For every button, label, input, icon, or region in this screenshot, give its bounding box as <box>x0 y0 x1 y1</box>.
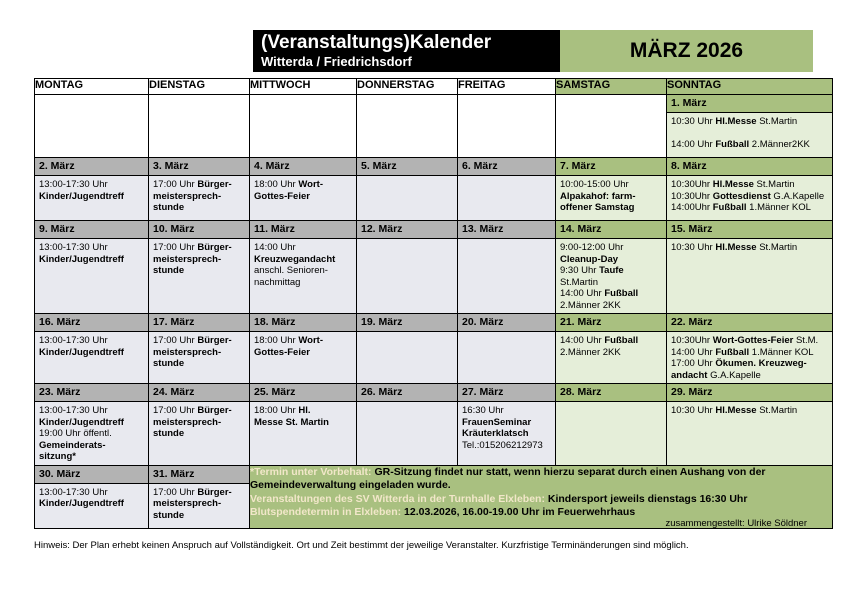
weekday-header-dienstag: DIENSTAG <box>149 79 250 95</box>
day-cell <box>149 158 250 221</box>
week-row <box>35 95 833 158</box>
event-line: meistersprech- <box>153 498 222 509</box>
event-line: stunde <box>153 428 185 439</box>
day-events <box>149 402 249 442</box>
day-number: 4. März <box>250 158 356 176</box>
day-number: 3. März <box>149 158 249 176</box>
event-line: 17:00 Uhr Bürger- <box>153 335 232 346</box>
day-cell-empty <box>458 95 556 158</box>
day-cell-empty <box>250 95 357 158</box>
day-cell <box>357 221 458 314</box>
day-events <box>458 332 555 337</box>
day-cell <box>35 314 149 384</box>
day-cell-empty <box>357 95 458 158</box>
day-number: 19. März <box>357 314 457 332</box>
day-events <box>250 176 356 204</box>
event-line: Kinder/Jugendtreff <box>39 346 124 358</box>
event-line: Kinder/Jugendtreff <box>39 416 124 428</box>
event-line: Kinder/Jugendtreff <box>39 253 124 265</box>
event-line: 17:00 Uhr Ökumen. Kreuzweg- <box>671 358 807 369</box>
event-line: sitzung* <box>39 451 76 462</box>
event-line: 9:30 Uhr Taufe <box>560 265 624 276</box>
weekday-header-samstag: SAMSTAG <box>556 79 667 95</box>
day-number: 28. März <box>556 384 666 402</box>
day-cell-empty <box>35 95 149 158</box>
day-number: 20. März <box>458 314 555 332</box>
day-cell <box>35 221 149 314</box>
day-events <box>667 239 832 256</box>
day-events <box>667 176 832 216</box>
event-line: 13:00-17:30 Uhr <box>39 335 108 346</box>
day-events <box>458 176 555 181</box>
day-number: 25. März <box>250 384 356 402</box>
day-number: 5. März <box>357 158 457 176</box>
event-line: Cleanup-Day <box>560 253 619 265</box>
day-cell <box>667 384 833 466</box>
day-cell <box>250 221 357 314</box>
event-line: 14:00 Uhr Fußball 2.Männer2KK <box>671 139 810 150</box>
day-events <box>556 332 666 360</box>
day-cell <box>250 314 357 384</box>
day-cell <box>667 221 833 314</box>
weekday-header-mittwoch: MITTWOCH <box>250 79 357 95</box>
event-line: 14:00 Uhr Fußball <box>560 288 639 299</box>
day-cell <box>667 95 833 158</box>
day-events <box>556 176 666 216</box>
day-number: 6. März <box>458 158 555 176</box>
day-cell <box>458 158 556 221</box>
day-cell <box>667 158 833 221</box>
day-number: 14. März <box>556 221 666 239</box>
day-number: 16. März <box>35 314 148 332</box>
weekday-header-donnerstag: DONNERSTAG <box>357 79 458 95</box>
day-events <box>357 402 457 407</box>
event-line: 9:00-12:00 Uhr <box>560 242 624 253</box>
event-line: 10:30 Uhr Hl.Messe St.Martin <box>671 405 798 416</box>
day-events <box>458 402 555 453</box>
event-line: 17:00 Uhr Bürger- <box>153 405 232 416</box>
event-line: Alpakahof: farm- <box>560 190 636 202</box>
event-line: 18:00 Uhr Wort- <box>254 179 323 190</box>
day-number: 1. März <box>667 95 832 113</box>
day-events <box>667 332 832 383</box>
event-line: 10:00-15:00 Uhr <box>560 179 629 190</box>
disclaimer-note: Hinweis: Der Plan erhebt keinen Anspruch auf Vollständigkeit. Ort und Zeit bestimmt der jeweilige Veranstalter. Kurzfristige Terminänderungen sind möglich. <box>34 540 689 551</box>
day-number: 15. März <box>667 221 832 239</box>
day-events <box>357 176 457 181</box>
event-line: andacht G.A.Kapelle <box>671 369 761 381</box>
event-line: 17:00 Uhr Bürger- <box>153 242 232 253</box>
event-line: offener Samstag <box>560 202 635 213</box>
day-events <box>35 332 148 360</box>
day-cell <box>556 221 667 314</box>
event-line: Messe St. Martin <box>254 416 329 428</box>
day-events <box>667 402 832 419</box>
event-line: 10:30Uhr Wort-Gottes-Feier St.M. <box>671 335 819 346</box>
event-line: 18:00 Uhr Wort- <box>254 335 323 346</box>
day-cell <box>149 314 250 384</box>
event-line: Gottes-Feier <box>254 190 310 202</box>
footnote-line: *Termin unter Vorbehalt: GR-Sitzung findet nur statt, wenn hierzu separat durch einen Aushang von der <box>250 465 766 478</box>
event-line: Gemeinderats- <box>39 439 106 451</box>
event-line: meistersprech- <box>153 416 222 428</box>
day-events <box>149 239 249 279</box>
event-line: nachmittag <box>254 276 301 288</box>
event-line: meistersprech- <box>153 253 222 265</box>
event-line: FrauenSeminar <box>462 416 532 428</box>
event-line: 10:30 Uhr Hl.Messe St.Martin <box>671 242 798 253</box>
event-line: 10:30Uhr Gottesdienst G.A.Kapelle <box>671 190 825 202</box>
event-line: stunde <box>153 265 185 276</box>
event-line: Gottes-Feier <box>254 346 310 358</box>
footnote-line: Blutspendetermin in Elxleben: 12.03.2026, 16.00-19.00 Uhr im Feuerwehrhaus <box>250 506 636 518</box>
day-cell-empty <box>556 95 667 158</box>
event-line: 13:00-17:30 Uhr <box>39 486 108 498</box>
day-events <box>149 484 249 524</box>
page-subtitle: Witterda / Friedrichsdorf <box>261 54 412 69</box>
day-events <box>250 402 356 430</box>
day-events <box>556 239 666 313</box>
day-number: 23. März <box>35 384 148 402</box>
day-cell <box>556 384 667 466</box>
day-cell <box>357 314 458 384</box>
calendar-table <box>34 78 833 529</box>
credit-line: zusammengestellt: Ulrike Söldner <box>665 518 807 529</box>
event-line: St.Martin <box>560 276 599 288</box>
day-number: 11. März <box>250 221 356 239</box>
day-number: 21. März <box>556 314 666 332</box>
week-row <box>35 221 833 314</box>
day-number: 2. März <box>35 158 148 176</box>
day-number: 27. März <box>458 384 555 402</box>
day-events <box>357 239 457 244</box>
day-cell <box>35 465 149 528</box>
day-number: 8. März <box>667 158 832 176</box>
event-line: 14:00 Uhr Fußball <box>560 335 639 346</box>
day-events <box>250 332 356 360</box>
day-events <box>458 239 555 244</box>
event-line: 14:00 Uhr <box>254 242 296 253</box>
day-events <box>250 239 356 290</box>
day-number: 17. März <box>149 314 249 332</box>
day-events <box>667 113 832 153</box>
event-line: meistersprech- <box>153 190 222 202</box>
weekday-header-freitag: FREITAG <box>458 79 556 95</box>
day-cell <box>250 384 357 466</box>
day-cell <box>149 465 250 528</box>
event-line: anschl. Senioren- <box>254 265 328 276</box>
event-line: 14:00Uhr Fußball 1.Männer KOL <box>671 202 811 213</box>
event-line: 2.Männer 2KK <box>560 299 621 311</box>
day-events <box>556 402 666 407</box>
event-line: 13:00-17:30 Uhr <box>39 179 108 190</box>
day-number: 18. März <box>250 314 356 332</box>
event-line: 13:00-17:30 Uhr <box>39 405 108 416</box>
day-cell <box>458 384 556 466</box>
day-number: 30. März <box>35 466 148 484</box>
day-cell <box>250 158 357 221</box>
event-line: stunde <box>153 202 185 213</box>
day-events <box>35 176 148 204</box>
event-line: 16:30 Uhr <box>462 405 504 416</box>
day-events <box>149 176 249 216</box>
month-banner <box>560 30 813 72</box>
day-number: 9. März <box>35 221 148 239</box>
day-cell <box>35 158 149 221</box>
event-line: Kräuterklatsch <box>462 428 529 439</box>
day-events <box>149 332 249 372</box>
day-cell-empty <box>149 95 250 158</box>
page-title: (Veranstaltungs)Kalender <box>261 32 492 53</box>
day-number: 22. März <box>667 314 832 332</box>
footnote-line: Gemeindeverwaltung eingeladen wurde. <box>250 479 451 491</box>
week-row <box>35 384 833 466</box>
day-cell <box>458 314 556 384</box>
event-line: 17:00 Uhr Bürger- <box>153 179 232 190</box>
event-line: 18:00 Uhr Hl. <box>254 405 311 416</box>
day-number: 7. März <box>556 158 666 176</box>
month-label: MÄRZ 2026 <box>629 39 744 62</box>
day-cell <box>149 221 250 314</box>
day-events <box>35 402 148 465</box>
weekday-header-sonntag: SONNTAG <box>667 79 833 95</box>
day-cell <box>667 314 833 384</box>
day-number: 10. März <box>149 221 249 239</box>
event-line: stunde <box>153 358 185 369</box>
event-line: Kinder/Jugendtreff <box>39 498 124 509</box>
event-line: 17:00 Uhr Bürger- <box>153 486 232 498</box>
event-line: 13:00-17:30 Uhr <box>39 242 108 253</box>
day-events <box>35 239 148 267</box>
event-line: Kinder/Jugendtreff <box>39 190 124 202</box>
event-line: Kreuzwegandacht <box>254 253 336 265</box>
calendar-header <box>253 30 813 72</box>
day-number: 24. März <box>149 384 249 402</box>
day-cell <box>357 384 458 466</box>
day-number: 13. März <box>458 221 555 239</box>
day-cell <box>149 384 250 466</box>
event-line: 10:30 Uhr Hl.Messe St.Martin <box>671 116 798 127</box>
event-line: 2.Männer 2KK <box>560 346 621 358</box>
day-events <box>357 332 457 337</box>
weekday-header-row <box>35 79 833 95</box>
day-number: 26. März <box>357 384 457 402</box>
day-cell <box>458 221 556 314</box>
event-line: 19:00 Uhr öffentl. <box>39 428 112 439</box>
day-number: 12. März <box>357 221 457 239</box>
day-events <box>35 484 148 512</box>
event-line <box>671 128 828 140</box>
day-cell <box>556 314 667 384</box>
weekday-header-montag: MONTAG <box>35 79 149 95</box>
day-cell <box>556 158 667 221</box>
event-line: 10:30Uhr Hl.Messe St.Martin <box>671 179 795 190</box>
day-cell <box>35 384 149 466</box>
day-number: 31. März <box>149 466 249 484</box>
event-line: stunde <box>153 509 185 521</box>
event-line: Tel.:015206212973 <box>462 439 543 451</box>
header-title-block <box>253 30 560 72</box>
week-row <box>35 158 833 221</box>
day-number: 29. März <box>667 384 832 402</box>
day-cell <box>357 158 458 221</box>
event-line: meistersprech- <box>153 346 222 358</box>
footnote-line: Veranstaltungen des SV Witterda in der Turnhalle Elxleben: Kindersport jeweils dienstags 16:30 Uhr <box>250 492 748 505</box>
week-row <box>35 314 833 384</box>
event-line: 14:00 Uhr Fußball 1.Männer KOL <box>671 346 814 358</box>
